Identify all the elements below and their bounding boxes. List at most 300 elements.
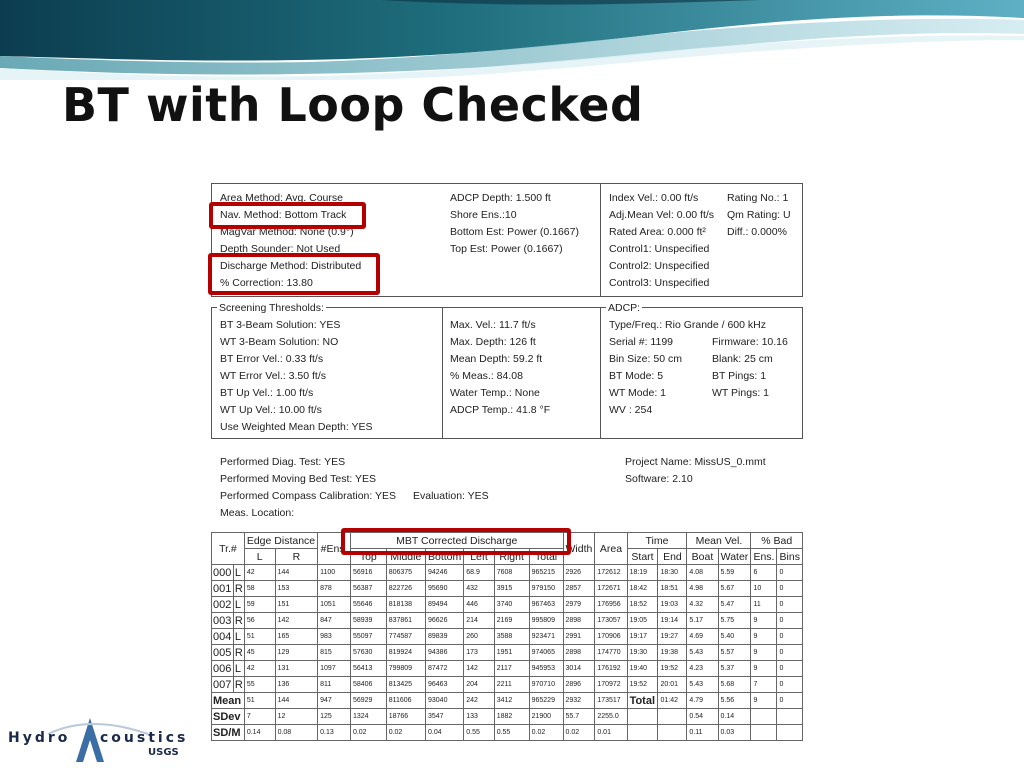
cell: 0 — [777, 693, 803, 709]
slide-title: BT with Loop Checked — [62, 78, 644, 132]
shore-ens: Shore Ens.:10 — [450, 209, 517, 221]
diag-test: Performed Diag. Test: YES — [220, 456, 346, 468]
cell: 18766 — [386, 709, 425, 725]
max-depth: Max. Depth: 126 ft — [450, 336, 536, 348]
cell: L — [233, 565, 244, 581]
cell: 2896 — [563, 677, 595, 693]
cell: 5.67 — [718, 581, 751, 597]
discharge-method-highlight — [208, 253, 380, 295]
cell: 56929 — [350, 693, 386, 709]
cell: 94386 — [426, 645, 464, 661]
adcp-wt-mode: WT Mode: 1 — [609, 387, 666, 399]
cell — [627, 709, 658, 725]
percent-correction: % Correction: 13.80 — [220, 277, 313, 289]
cell: 42 — [244, 565, 275, 581]
cell: 87472 — [426, 661, 464, 677]
cell: 242 — [464, 693, 494, 709]
col-header-left: Left — [464, 549, 494, 565]
nav-method-highlight — [209, 202, 366, 229]
table-row — [212, 565, 803, 581]
col-header-mean-vel: Mean Vel. — [687, 533, 751, 549]
cell: R — [234, 646, 243, 659]
cell: 965229 — [529, 693, 563, 709]
control2: Control2: Unspecified — [609, 260, 710, 272]
cell: 5.43 — [687, 645, 718, 661]
cell: 774587 — [386, 629, 425, 645]
adcp-bt-pings: BT Pings: 1 — [712, 370, 767, 382]
sdev-row — [212, 709, 803, 725]
adcp-legend: ADCP: — [608, 302, 641, 314]
total-time: 01:42 — [658, 693, 687, 709]
adcp-wt-pings: WT Pings: 1 — [712, 387, 769, 399]
cell: 5.56 — [718, 693, 751, 709]
cell: 5.17 — [687, 613, 718, 629]
col-header-mbt-discharge: MBT Corrected Discharge — [350, 533, 563, 549]
col-header-right: Right — [494, 549, 529, 565]
wt-up-vel: WT Up Vel.: 10.00 ft/s — [220, 404, 322, 416]
cell: 811 — [318, 677, 351, 693]
col-header-ens-bad: Ens. — [751, 549, 777, 565]
cell: 42 — [244, 661, 275, 677]
cell: 5.68 — [718, 677, 751, 693]
cell: 1951 — [494, 645, 529, 661]
depth-sounder: Depth Sounder: Not Used — [220, 243, 341, 255]
cell: 0.02 — [386, 725, 425, 741]
cell: 0.02 — [529, 725, 563, 741]
cell: 9 — [751, 629, 777, 645]
cell: 815 — [318, 645, 351, 661]
cell: 173 — [464, 645, 494, 661]
cell: 58939 — [350, 613, 386, 629]
cell: 5.59 — [718, 565, 751, 581]
cell: 89839 — [426, 629, 464, 645]
cell — [627, 725, 658, 741]
discharge-report — [211, 183, 803, 739]
col-header-tr: Tr.# — [212, 533, 245, 565]
adcp-temp: ADCP Temp.: 41.8 °F — [450, 404, 551, 416]
cell: 818138 — [386, 597, 425, 613]
cell: 51 — [244, 693, 275, 709]
cell: 18:52 — [627, 597, 658, 613]
cell: 0.55 — [494, 725, 529, 741]
rating-no: Rating No.: 1 — [727, 192, 789, 204]
cell: 144 — [275, 693, 318, 709]
screening-divider-2 — [600, 307, 601, 439]
cell: 4.08 — [687, 565, 718, 581]
cell: R — [234, 678, 243, 691]
cell: 811606 — [386, 693, 425, 709]
cell: 813425 — [386, 677, 425, 693]
col-header-ens: #Ens. — [318, 533, 351, 565]
cell: 0.04 — [426, 725, 464, 741]
cell: 170972 — [595, 677, 627, 693]
cell: 2926 — [563, 565, 595, 581]
cell: 9 — [751, 613, 777, 629]
cell: 0.54 — [687, 709, 718, 725]
adcp-bin-size: Bin Size: 50 cm — [609, 353, 682, 365]
cell: 967463 — [529, 597, 563, 613]
cell: 1324 — [350, 709, 386, 725]
cell: 819924 — [386, 645, 425, 661]
cell: L — [233, 629, 244, 645]
cell: 174770 — [595, 645, 627, 661]
cell: 58406 — [350, 677, 386, 693]
cell: 21900 — [529, 709, 563, 725]
cell: 89494 — [426, 597, 464, 613]
cell: 923471 — [529, 629, 563, 645]
cell: 0.13 — [318, 725, 351, 741]
cell: 0 — [777, 629, 803, 645]
adcp-serial: Serial #: 1199 — [609, 336, 674, 348]
cell: 3588 — [494, 629, 529, 645]
cell: 55.7 — [563, 709, 595, 725]
qm-rating: Qm Rating: U — [727, 209, 791, 221]
cell: 153 — [275, 581, 318, 597]
cell: 822726 — [386, 581, 425, 597]
cell: 1100 — [318, 565, 351, 581]
cell: 007 — [212, 677, 234, 693]
cell — [751, 725, 777, 741]
cell: 806375 — [386, 565, 425, 581]
cell: 2898 — [563, 645, 595, 661]
bottom-est: Bottom Est: Power (0.1667) — [450, 226, 579, 238]
cell: 945953 — [529, 661, 563, 677]
cell: 970710 — [529, 677, 563, 693]
cell: 18:19 — [627, 565, 658, 581]
cell: 133 — [464, 709, 494, 725]
cell: 59 — [244, 597, 275, 613]
cell: 947 — [318, 693, 351, 709]
cell: 995809 — [529, 613, 563, 629]
weighted-mean-depth: Use Weighted Mean Depth: YES — [220, 421, 373, 433]
cell — [658, 725, 687, 741]
cell: 9 — [751, 693, 777, 709]
col-header-time: Time — [627, 533, 687, 549]
cell: 799809 — [386, 661, 425, 677]
cell: 93040 — [426, 693, 464, 709]
summary-divider — [600, 183, 601, 297]
cell: 001 — [212, 581, 234, 597]
cell: 19:27 — [658, 629, 687, 645]
col-header-boat: Boat — [687, 549, 718, 565]
cell: 7 — [751, 677, 777, 693]
logo-text-left: Hydro — [8, 730, 71, 746]
cell: 45 — [244, 645, 275, 661]
cell: 1882 — [494, 709, 529, 725]
cell: 0 — [777, 581, 803, 597]
cell: 0 — [777, 661, 803, 677]
cell — [777, 709, 803, 725]
cell: 0 — [777, 645, 803, 661]
cell: 3412 — [494, 693, 529, 709]
cell: 0 — [777, 677, 803, 693]
adcp-firmware: Firmware: 10.16 — [712, 336, 788, 348]
bt-error-vel: BT Error Vel.: 0.33 ft/s — [220, 353, 324, 365]
index-vel: Index Vel.: 0.00 ft/s — [609, 192, 699, 204]
cell: 3740 — [494, 597, 529, 613]
col-header-top: Top — [350, 549, 386, 565]
cell: 0 — [777, 565, 803, 581]
nav-method: Nav. Method: Bottom Track — [220, 209, 347, 221]
col-header-bins-bad: Bins — [777, 549, 803, 565]
hydroacoustics-logo — [8, 712, 198, 768]
meas-location: Meas. Location: — [220, 507, 295, 519]
cell: 56 — [244, 613, 275, 629]
cell: 96463 — [426, 677, 464, 693]
cell: 2255.0 — [595, 709, 627, 725]
cell: 1097 — [318, 661, 351, 677]
cell: 55097 — [350, 629, 386, 645]
cell: 129 — [275, 645, 318, 661]
cell: 94246 — [426, 565, 464, 581]
screening-legend: Screening Thresholds: — [219, 302, 324, 314]
screening-divider-1 — [442, 307, 443, 439]
cell: 4.23 — [687, 661, 718, 677]
cell: 000 — [212, 565, 234, 581]
header-wave-banner — [0, 0, 1024, 80]
rating-diff: Diff.: 0.000% — [727, 226, 787, 238]
cell: 837861 — [386, 613, 425, 629]
cell: 19:05 — [627, 613, 658, 629]
area-method: Area Method: Avg. Course — [220, 192, 343, 204]
cell: 19:03 — [658, 597, 687, 613]
cell: 5.43 — [687, 677, 718, 693]
cell: 4.69 — [687, 629, 718, 645]
cell: 0.14 — [718, 709, 751, 725]
cell: 4.98 — [687, 581, 718, 597]
table-row — [212, 597, 803, 613]
cell: 260 — [464, 629, 494, 645]
cell: 10 — [751, 581, 777, 597]
cell: 55 — [244, 677, 275, 693]
cell: 12 — [275, 709, 318, 725]
col-header-pct-bad: % Bad — [751, 533, 803, 549]
cell: 151 — [275, 597, 318, 613]
water-temp: Water Temp.: None — [450, 387, 540, 399]
cell: 68.9 — [464, 565, 494, 581]
cell: 004 — [212, 629, 234, 645]
cell: 4.32 — [687, 597, 718, 613]
logo-usgs: USGS — [148, 747, 179, 758]
wt-3beam: WT 3-Beam Solution: NO — [220, 336, 339, 348]
cell: 2979 — [563, 597, 595, 613]
cell: 0.03 — [718, 725, 751, 741]
mean-depth: Mean Depth: 59.2 ft — [450, 353, 543, 365]
adcp-bt-mode: BT Mode: 5 — [609, 370, 664, 382]
cell: 5.75 — [718, 613, 751, 629]
cell: 5.37 — [718, 661, 751, 677]
adj-mean-vel: Adj.Mean Vel: 0.00 ft/s — [609, 209, 715, 221]
cell: 19:30 — [627, 645, 658, 661]
cell: 432 — [464, 581, 494, 597]
cell: 55646 — [350, 597, 386, 613]
cell: 144 — [275, 565, 318, 581]
cell: R — [234, 582, 243, 595]
cell: 173057 — [595, 613, 627, 629]
cell: 214 — [464, 613, 494, 629]
sdev-label: SDev — [212, 709, 245, 725]
col-header-area: Area — [595, 533, 627, 565]
cell: 11 — [751, 597, 777, 613]
compass-calibration: Performed Compass Calibration: YES — [220, 490, 397, 502]
mbt-discharge-highlight — [341, 528, 571, 555]
adcp-wv: WV : 254 — [609, 404, 653, 416]
cell: 142 — [275, 613, 318, 629]
magvar-method: MagVar Method: None (0.9°) — [220, 226, 354, 238]
cell: L — [233, 661, 244, 677]
col-header-middle: Middle — [386, 549, 425, 565]
cell: 5.47 — [718, 597, 751, 613]
table-row — [212, 613, 803, 629]
logo-text-right: coustics — [100, 730, 189, 746]
cell: 0.14 — [244, 725, 275, 741]
cell: 0 — [777, 613, 803, 629]
software-version: Software: 2.10 — [625, 473, 693, 485]
cell: 979150 — [529, 581, 563, 597]
cell: 7 — [244, 709, 275, 725]
cell: 4.79 — [687, 693, 718, 709]
bt-3beam: BT 3-Beam Solution: YES — [220, 319, 341, 331]
cell: 19:52 — [627, 677, 658, 693]
col-header-width: Width — [563, 533, 595, 565]
cell: 18:42 — [627, 581, 658, 597]
cell: 204 — [464, 677, 494, 693]
col-header-start: Start — [627, 549, 658, 565]
table-row — [212, 645, 803, 661]
col-header-l: L — [244, 549, 275, 565]
mean-label: Mean — [212, 693, 245, 709]
table-row — [212, 661, 803, 677]
sdm-label: SD/M — [212, 725, 245, 741]
cell: 003 — [212, 613, 234, 629]
cell: 965215 — [529, 565, 563, 581]
cell: 19:14 — [658, 613, 687, 629]
cell: 974065 — [529, 645, 563, 661]
cell: 19:52 — [658, 661, 687, 677]
bt-up-vel: BT Up Vel.: 1.00 ft/s — [220, 387, 314, 399]
cell: 847 — [318, 613, 351, 629]
cell: 446 — [464, 597, 494, 613]
max-vel: Max. Vel.: 11.7 ft/s — [450, 319, 536, 331]
adcp-depth: ADCP Depth: 1.500 ft — [450, 192, 551, 204]
cell: 0.02 — [563, 725, 595, 741]
cell: 173517 — [595, 693, 627, 709]
mean-row — [212, 693, 803, 709]
adcp-type-freq: Type/Freq.: Rio Grande / 600 kHz — [609, 319, 766, 331]
cell: 19:40 — [627, 661, 658, 677]
cell: 2117 — [494, 661, 529, 677]
cell: 172671 — [595, 581, 627, 597]
wt-error-vel: WT Error Vel.: 3.50 ft/s — [220, 370, 327, 382]
cell — [751, 709, 777, 725]
cell: 002 — [212, 597, 234, 613]
control1: Control1: Unspecified — [609, 243, 710, 255]
percent-meas: % Meas.: 84.08 — [450, 370, 523, 382]
project-name: Project Name: MissUS_0.mmt — [625, 456, 766, 468]
control3: Control3: Unspecified — [609, 277, 710, 289]
cell: 0.02 — [350, 725, 386, 741]
col-header-end: End — [658, 549, 687, 565]
cell: 3547 — [426, 709, 464, 725]
cell: 5.57 — [718, 645, 751, 661]
cell: 165 — [275, 629, 318, 645]
cell: 56413 — [350, 661, 386, 677]
col-header-r: R — [275, 549, 318, 565]
cell: 125 — [318, 709, 351, 725]
cell: 51 — [244, 629, 275, 645]
cell — [658, 709, 687, 725]
cell: 95690 — [426, 581, 464, 597]
cell: 20:01 — [658, 677, 687, 693]
cell: 56387 — [350, 581, 386, 597]
cell: 176956 — [595, 597, 627, 613]
cell: 172612 — [595, 565, 627, 581]
col-header-water: Water — [718, 549, 751, 565]
cell: 3014 — [563, 661, 595, 677]
cell: 1051 — [318, 597, 351, 613]
cell: 57630 — [350, 645, 386, 661]
cell: 7608 — [494, 565, 529, 581]
moving-bed-test: Performed Moving Bed Test: YES — [220, 473, 377, 485]
cell: 0.55 — [464, 725, 494, 741]
cell: 58 — [244, 581, 275, 597]
cell: 2169 — [494, 613, 529, 629]
cell: 131 — [275, 661, 318, 677]
col-header-edge-distance: Edge Distance — [244, 533, 317, 549]
cell: 005 — [212, 645, 234, 661]
cell: 142 — [464, 661, 494, 677]
cell: 6 — [751, 565, 777, 581]
cell: 9 — [751, 661, 777, 677]
table-row — [212, 677, 803, 693]
cell: L — [233, 597, 244, 613]
cell: 2857 — [563, 581, 595, 597]
col-header-bottom: Bottom — [426, 549, 464, 565]
adcp-blank: Blank: 25 cm — [712, 353, 773, 365]
cell: 18:51 — [658, 581, 687, 597]
cell: 56916 — [350, 565, 386, 581]
cell: 2932 — [563, 693, 595, 709]
cell: 0.01 — [595, 725, 627, 741]
table-row — [212, 581, 803, 597]
cell: 96626 — [426, 613, 464, 629]
cell: 5.40 — [718, 629, 751, 645]
cell: 19:38 — [658, 645, 687, 661]
cell: 18:30 — [658, 565, 687, 581]
discharge-method: Discharge Method: Distributed — [220, 260, 362, 272]
compass-evaluation: Evaluation: YES — [413, 490, 489, 502]
cell: 176192 — [595, 661, 627, 677]
cell: 983 — [318, 629, 351, 645]
col-header-total: Total — [529, 549, 563, 565]
cell: 0 — [777, 597, 803, 613]
cell: 19:17 — [627, 629, 658, 645]
sdm-row — [212, 725, 803, 741]
cell: 9 — [751, 645, 777, 661]
cell: 2898 — [563, 613, 595, 629]
rated-area: Rated Area: 0.000 ft² — [609, 226, 706, 238]
cell: 0.11 — [687, 725, 718, 741]
cell: 878 — [318, 581, 351, 597]
cell: 2991 — [563, 629, 595, 645]
cell: 136 — [275, 677, 318, 693]
cell: 0.08 — [275, 725, 318, 741]
cell: 170906 — [595, 629, 627, 645]
cell: R — [234, 614, 243, 627]
cell: 3915 — [494, 581, 529, 597]
discharge-table — [211, 532, 803, 741]
top-est: Top Est: Power (0.1667) — [450, 243, 563, 255]
